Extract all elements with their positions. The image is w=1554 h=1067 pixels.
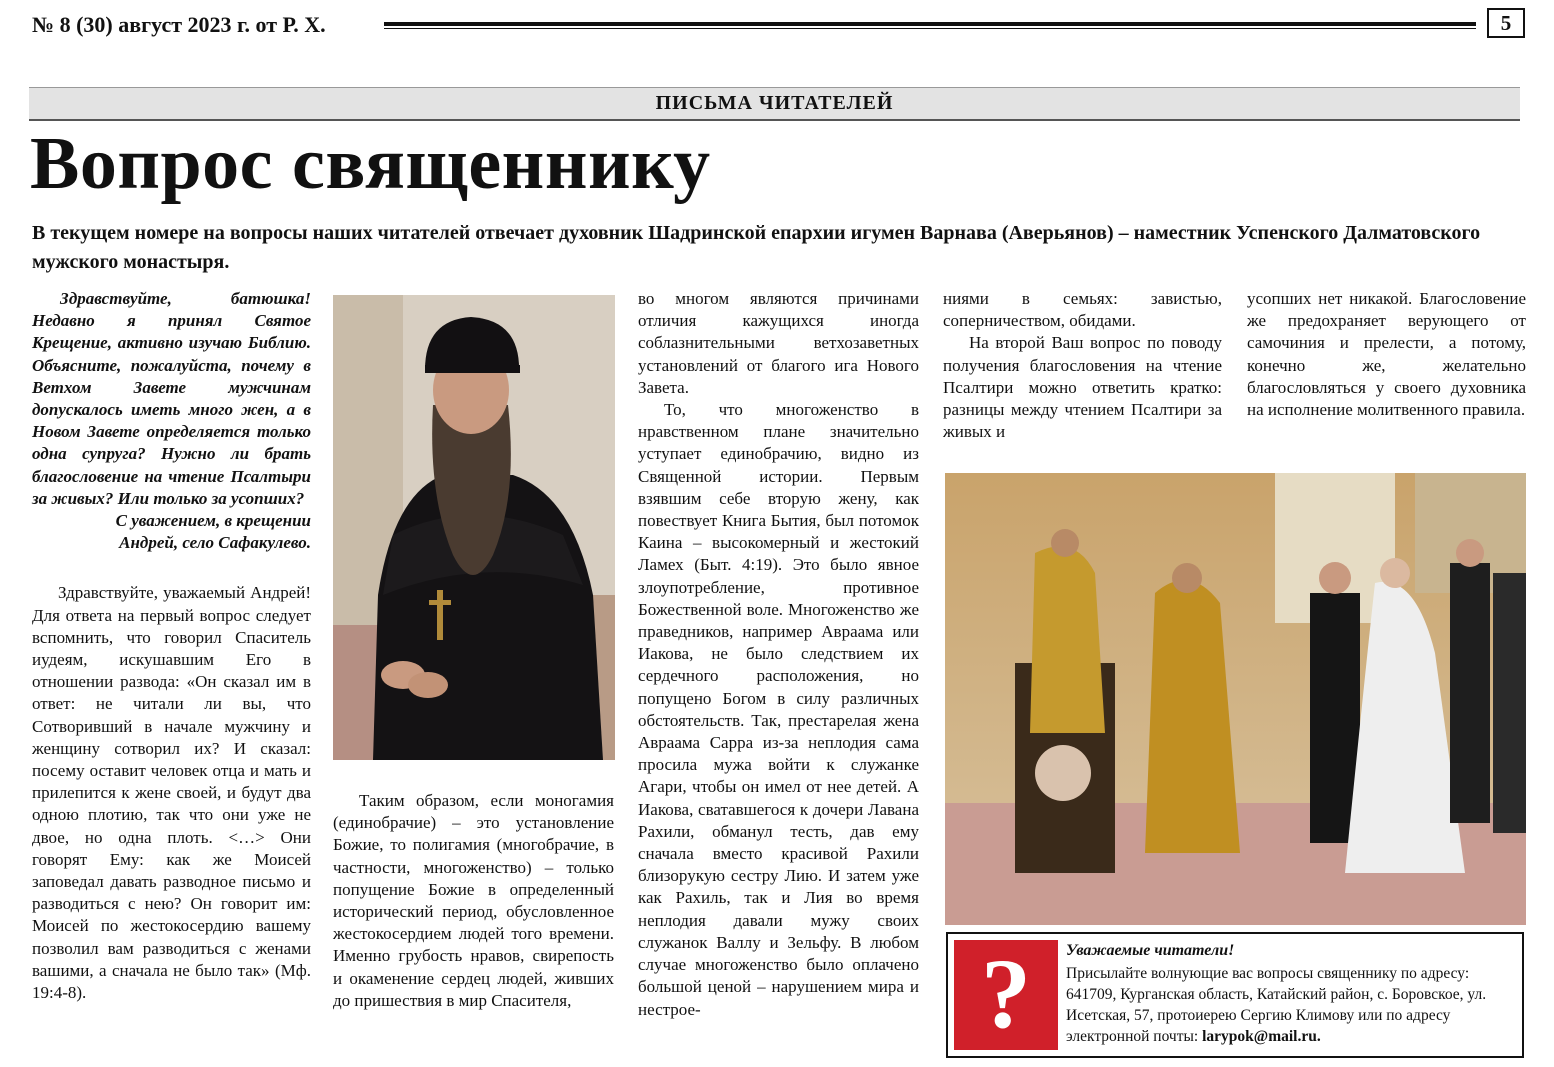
col2-paragraph: Таким образом, если моногамия (единобрачие) – это установление Божие, то полигамия (многобрачие, в частности, многоженство) – только попущение Божие в определенный исторический период, обусловленное жестокосердием людей того времени. Именно грубость нравов, свирепость и окаменение сердец людей, живших до пришествия в мир Спасителя, <box>333 791 614 1010</box>
priest-photo <box>333 295 615 760</box>
priest-illustration <box>333 295 615 760</box>
header-rule <box>384 22 1476 29</box>
section-title: ПИСЬМА ЧИТАТЕЛЕЙ <box>655 92 894 114</box>
notice-email: larypok@mail.ru. <box>1202 1028 1321 1045</box>
wedding-illustration <box>945 473 1526 925</box>
article-lead: В текущем номере на вопросы наших читателей отвечает духовник Шадринской епархии игумен Варнава (Аверьянов) – наместник Успенского Далматовского мужского монастыря. <box>32 222 1481 273</box>
article-headline: Вопрос священнику <box>30 123 711 205</box>
page-number: 5 <box>1487 8 1525 38</box>
wedding-painting <box>945 473 1526 925</box>
letter-signature <box>32 510 311 554</box>
answer-paragraph: Здравствуйте, уважаемый Андрей! Для ответа на первый вопрос следует вспомнить, что говорил Спаситель иудеям, искушавшим Его в отношении развода: «Он сказал им в ответ: не читали ли вы, что Сотворивший в начале мужчину и женщину сотворил их? И сказал: посему оставит человек отца и мать и прилепится к жене своей, и будут два одною плотию, так что они уже не двое, но одна плоть. <…> Они говорят Ему: как же Моисей заповедал давать разводное письмо и разводиться с нею? Он говорит им: Моисей по жестокосердию вашему позволил вам разводиться с женами вашими, а сначала не было так» (Мф. 19:4-8). <box>32 583 311 1003</box>
col3-paragraph-2: То, что многоженство в нравственном плане значительно уступает единобрачию, видно из Священной истории. Первым взявшим себе вторую жену, как повествует Книга Бытия, был потомок Каина – высокомерный и жестокий Ламех (Быт. 4:19). Это было явное злоупотребление, противное Божественной воле. Многоженство же праведников, например Авраама или Иакова, не было следствием их сердечного расположения, но попущено Богом в силу различных обстоятельств. Так, престарелая жена Авраама Сарра из-за неплодия сама просила мужа войти к служанке Агари, чтобы он имел от нее детей. А Иакова, сватавшегося к дочери Лавана Рахили, обманул тесть, дав ему сначала вместо красивой Рахили близорукую сестру Лию. И затем уже как Рахиль, так и Лия во время неплодия давали мужу своих служанок Валлу и Зельфу. В любом случае многоженство было оплачено большой ценой – нарушением мира и нестрое- <box>638 400 919 1019</box>
notice-body: Присылайте волнующие вас вопросы священнику по адресу: 641709, Курганская область, Катайский район, с. Боровское, ул. Исетская, 57, протоиерею Сергию Климову или по адресу электронной почты: <box>1066 965 1487 1045</box>
column-1 <box>32 288 311 1004</box>
col4-paragraph-1: ниями в семьях: завистью, соперничеством, обидами. <box>943 289 1222 331</box>
signature-line-2: Андрей, село Сафакулево. <box>119 533 311 553</box>
notice-text <box>1066 963 1516 1047</box>
col4-paragraph-2: На второй Ваш вопрос по поводу получения благословения на чтение Псалтири можно ответить кратко: разницы между чтением Псалтири за живых и <box>943 333 1222 442</box>
column-3 <box>638 288 919 1021</box>
readers-notice <box>946 932 1524 1058</box>
signature-line-1: С уважением, в крещении <box>115 511 311 531</box>
section-bar <box>29 87 1520 121</box>
column-2 <box>333 790 614 1012</box>
column-5 <box>1247 288 1526 421</box>
col5-paragraph: усопших нет никакой. Благословение же предохраняет верующего от самочиния и прелести, а потому, конечно же, желательно благословляться у своего духовника на исполнение молитвенного правила. <box>1247 289 1526 420</box>
column-4 <box>943 288 1222 443</box>
notice-title: Уважаемые читатели! <box>1066 942 1235 959</box>
reader-letter: Здравствуйте, батюшка! Недавно я принял Святое Крещение, активно изучаю Библию. Объясните, пожалуйста, почему в Ветхом Завете мужчинам допускалось иметь много жен, а в Новом Завете определяется только одна супруга? Нужно ли брать благословение на чтение Псалтыри за живых? Или только за усопших? <box>32 289 311 508</box>
issue-info: № 8 (30) август 2023 г. от Р. Х. <box>32 12 326 37</box>
col3-paragraph-1: во многом являются причинами отличия кажущихся иногда соблазнительными ветхозаветных установлений от благого ига Нового Завета. <box>638 289 919 397</box>
question-mark-icon: ? <box>954 940 1058 1050</box>
